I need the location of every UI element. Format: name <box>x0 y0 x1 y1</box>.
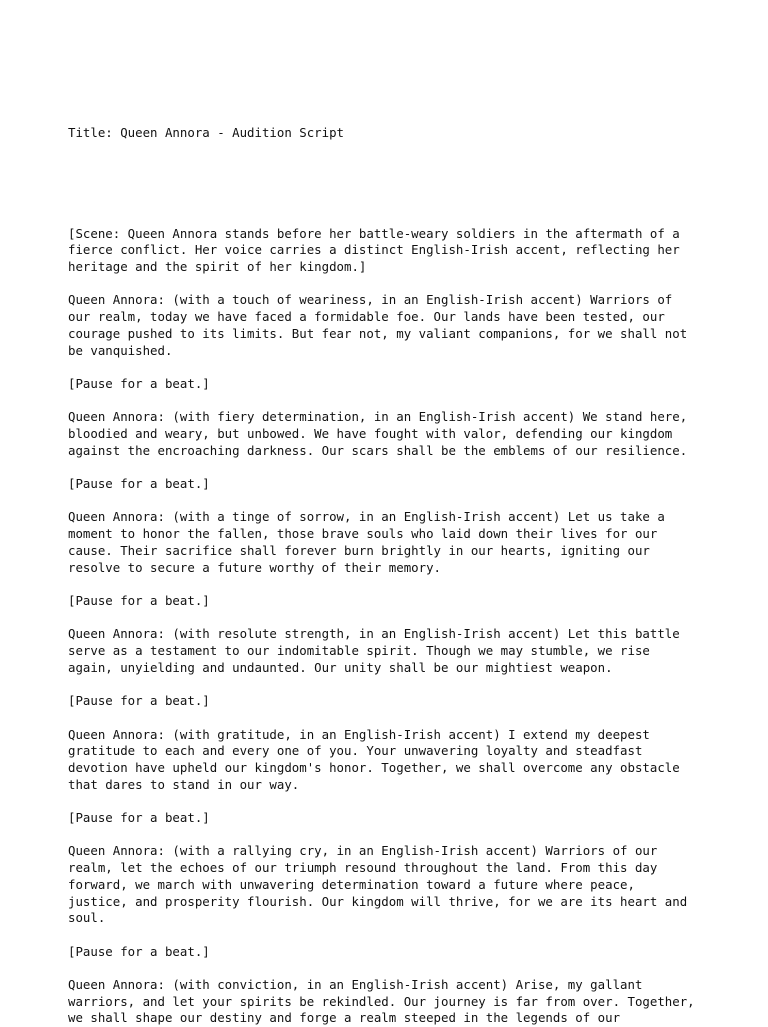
script-paragraph <box>68 977 708 1027</box>
script-title: Title: Queen Annora - Audition Script <box>68 125 345 141</box>
script-paragraph <box>68 693 708 710</box>
script-line: devotion have upheld our kingdom's honor. Together, we shall overcome any obstacle <box>68 759 680 775</box>
script-line: Queen Annora: (with a tinge of sorrow, in an English-Irish accent) Let us take a <box>68 509 665 525</box>
script-line: again, unyielding and undaunted. Our unity shall be our mightiest weapon. <box>68 659 613 675</box>
script-line: bloodied and weary, but unbowed. We have fought with valor, defending our kingdom <box>68 426 673 441</box>
script-line: Queen Annora: (with gratitude, in an English-Irish accent) I extend my deepest <box>68 726 650 742</box>
script-line: [Pause for a beat.] <box>68 476 210 492</box>
script-paragraph <box>68 292 708 359</box>
script-line: cause. Their sacrifice shall forever burn brightly in our hearts, igniting our <box>68 542 650 558</box>
script-line: justice, and prosperity flourish. Our kingdom will thrive, for we are its heart and <box>68 893 688 909</box>
script-line: [Pause for a beat.] <box>68 375 210 391</box>
script-line: be vanquished. <box>68 342 173 358</box>
script-line: Queen Annora: (with resolute strength, in an English-Irish accent) Let this battle <box>68 626 680 642</box>
script-paragraph <box>68 226 708 276</box>
script-line: Queen Annora: (with a touch of weariness, in an English-Irish accent) Warriors of <box>68 292 673 308</box>
paragraph-gap <box>68 359 708 376</box>
paragraph-gap <box>68 610 708 627</box>
script-paragraph <box>68 376 708 393</box>
script-paragraph <box>68 626 708 676</box>
paragraph-gap <box>68 827 708 844</box>
paragraph-gap <box>68 793 708 810</box>
script-body <box>68 92 708 1027</box>
paragraph-gap <box>68 459 708 476</box>
script-line: courage pushed to its limits. But fear not, my valiant companions, for we shall not <box>68 325 688 341</box>
paragraph-gap <box>68 176 708 193</box>
script-paragraph <box>68 409 708 459</box>
script-line: Queen Annora: (with a rallying cry, in an English-Irish accent) Warriors of our <box>68 843 658 859</box>
paragraph-gap <box>68 393 708 410</box>
script-line: resolve to secure a future worthy of their memory. <box>68 559 441 575</box>
script-line: warriors, and let your spirits be rekindled. Our journey is far from over. Together, <box>68 993 695 1009</box>
script-line: that dares to stand in our way. <box>68 776 300 792</box>
script-line: gratitude to each and every one of you. Your unwavering loyalty and steadfast <box>68 743 643 759</box>
paragraph-gap <box>68 927 708 944</box>
script-line: against the encroaching darkness. Our scars shall be the emblems of our resilience. <box>68 442 688 458</box>
script-paragraph <box>68 509 708 576</box>
script-paragraph <box>68 593 708 610</box>
paragraph-gap <box>68 276 708 293</box>
script-line: heritage and the spirit of her kingdom.] <box>68 259 367 275</box>
script-line: forward, we march with unwavering determination toward a future where peace, <box>68 876 635 892</box>
script-line: [Scene: Queen Annora stands before her battle-weary soldiers in the aftermath of a <box>68 225 680 241</box>
script-line: moment to honor the fallen, those brave souls who laid down their lives for our <box>68 526 658 542</box>
script-line: [Pause for a beat.] <box>68 943 210 959</box>
script-line: [Pause for a beat.] <box>68 592 210 608</box>
script-line: our realm, today we have faced a formidable foe. Our lands have been tested, our <box>68 309 665 325</box>
paragraph-gap <box>68 710 708 727</box>
script-line: Queen Annora: (with fiery determination, in an English-Irish accent) We stand here, <box>68 409 688 425</box>
script-line: fierce conflict. Her voice carries a distinct English-Irish accent, reflecting her <box>68 242 680 258</box>
script-paragraph <box>68 843 708 927</box>
script-line: [Pause for a beat.] <box>68 693 210 709</box>
paragraph-gap <box>68 493 708 510</box>
script-line: serve as a testament to our indomitable spirit. Though we may stumble, we rise <box>68 643 650 659</box>
script-line: Queen Annora: (with conviction, in an English-Irish accent) Arise, my gallant <box>68 977 643 993</box>
script-line: realm, let the echoes of our triumph resound throughout the land. From this day <box>68 860 658 876</box>
script-paragraph <box>68 944 708 961</box>
paragraph-gap <box>68 576 708 593</box>
script-line: [Pause for a beat.] <box>68 810 210 826</box>
script-paragraph <box>68 727 708 794</box>
paragraph-gap <box>68 676 708 693</box>
script-line: soul. <box>68 910 106 926</box>
paragraph-gap <box>68 960 708 977</box>
script-line: we shall shape our destiny and forge a realm steeped in the legends of our <box>68 1010 621 1026</box>
script-paragraph <box>68 476 708 493</box>
script-paragraph <box>68 810 708 827</box>
